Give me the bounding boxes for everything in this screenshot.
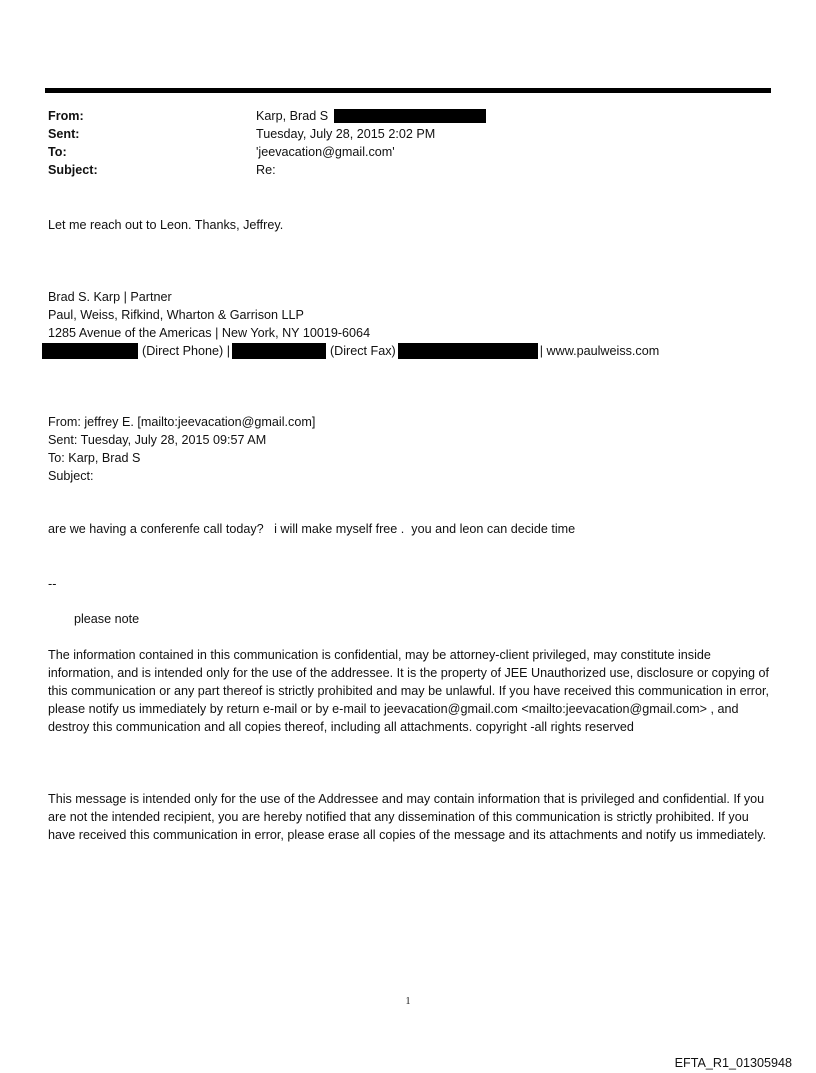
please-note — [74, 610, 798, 628]
reply-text: Let me reach out to Leon. Thanks, Jeffrey. — [48, 218, 284, 232]
sent-label: Sent: — [48, 127, 80, 141]
to-row — [48, 143, 768, 161]
page-number: 1 — [405, 996, 411, 1007]
original-to: To: Karp, Brad S — [48, 451, 141, 465]
website-link[interactable]: | www.paulweiss.com — [539, 344, 660, 358]
sig-separator: -- — [48, 577, 57, 591]
signature-contact-line — [42, 342, 772, 360]
subject-label: Subject: — [48, 163, 98, 177]
email-header — [48, 107, 768, 179]
disclaimer-1: The information contained in this communication is confidential, may be attorney-client privileged, may constitute inside information, and is intended only for the use of the addressee. It is the property of JEE Unauthorized use, disclosure or copying of this communication or any part thereof is strictly prohibited and may be unlawful. If you have received this communication in error, please notify us immediately by return e-mail or by e-mail to jeevacation@gmail.com <mailto:jeevacation@gmail.com> , and destroy this communication and all copies thereof, including all attachments. copyright -all rights reserved — [48, 648, 770, 734]
redaction-box — [42, 343, 138, 359]
sent-value: Tuesday, July 28, 2015 2:02 PM — [256, 127, 436, 141]
redaction-box — [334, 109, 486, 123]
signature-block — [48, 288, 772, 360]
original-subject: Subject: — [48, 469, 94, 483]
signature-address: 1285 Avenue of the Americas | New York, NY 10019-6064 — [48, 326, 371, 340]
redaction-box — [232, 343, 326, 359]
original-from: From: jeffrey E. [mailto:jeevacation@gmail.com] — [48, 415, 316, 429]
sent-row — [48, 125, 768, 143]
to-label: To: — [48, 145, 67, 159]
reply-body — [48, 216, 772, 234]
from-value: Karp, Brad S — [256, 109, 329, 123]
from-row — [48, 107, 768, 125]
subject-row — [48, 161, 768, 179]
direct-phone-label: (Direct Phone) | — [142, 344, 230, 358]
please-note-text: please note — [74, 612, 140, 626]
subject-value: Re: — [256, 163, 276, 177]
document-id: EFTA_R1_01305948 — [674, 1056, 792, 1070]
redaction-box — [398, 343, 538, 359]
original-message-header — [48, 413, 772, 485]
original-body — [48, 520, 772, 538]
header-rule — [45, 88, 771, 93]
original-body-text: are we having a conferenfe call today? i will make myself free . you and leon can decide time — [48, 522, 576, 536]
to-value: 'jeevacation@gmail.com' — [256, 145, 395, 159]
original-sent: Sent: Tuesday, July 28, 2015 09:57 AM — [48, 433, 267, 447]
disclaimer-2: This message is intended only for the use of the Addressee and may contain information that is privileged and confidential. If you are not the intended recipient, you are hereby notified that any dissemination of this communication is strictly prohibited. If you have received this communication in error, please erase all copies of the message and its attachments and notify us immediately. — [48, 792, 766, 842]
signature-separator — [48, 575, 772, 593]
signature-firm: Paul, Weiss, Rifkind, Wharton & Garrison LLP — [48, 308, 304, 322]
signature-name: Brad S. Karp | Partner — [48, 290, 172, 304]
from-label: From: — [48, 109, 84, 123]
direct-fax-label: (Direct Fax) — [329, 344, 396, 358]
